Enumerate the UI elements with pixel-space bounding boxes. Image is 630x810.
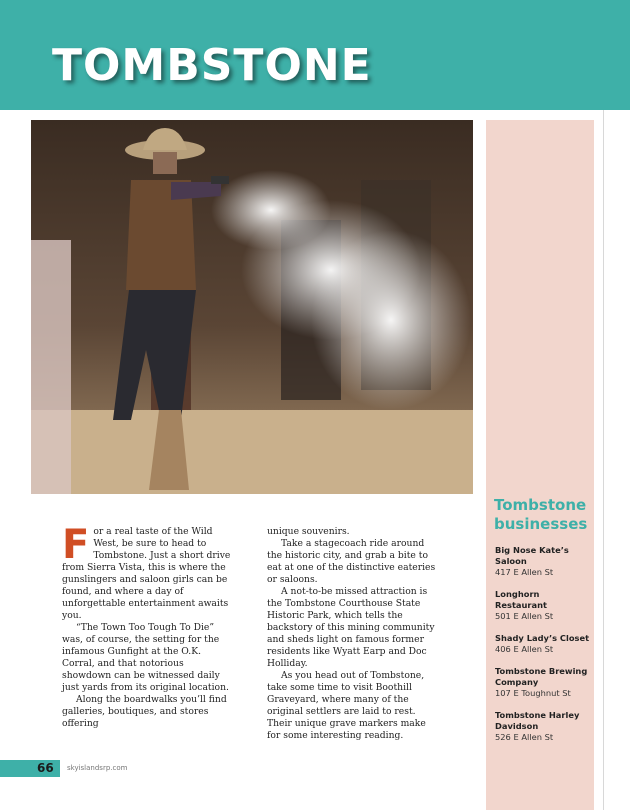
article-paragraph [62, 522, 232, 622]
business-list [495, 545, 591, 754]
business-name: Longhorn Restaurant [495, 589, 547, 610]
article-paragraph: Along the boardwalks you’ll find galleries, boutiques, and stores offering [62, 694, 227, 729]
article-paragraph: unique souvenirs. [267, 526, 350, 537]
business-name: Tombstone Harley Davidson [495, 710, 580, 731]
article-left-column [62, 522, 232, 730]
business-name: Big Nose Kate’s Saloon [495, 545, 569, 566]
article-paragraph: A not-to-be missed attraction is the Tombstone Courthouse State Historic Park, which tells the backstory of this mining community and sheds light on famous former residents like Wyatt Earp and Doc Holliday. [267, 586, 435, 669]
page-edge-divider [603, 110, 604, 810]
article-right-column [267, 526, 437, 742]
business-name: Shady Lady’s Closet [495, 633, 590, 643]
business-address: 406 E Allen St [495, 644, 554, 654]
article-paragraph: As you head out of Tombstone, take some time to visit Boothill Graveyard, where many of the original settlers are laid to rest. Their unique grave markers make for some interesting reading. [267, 670, 426, 741]
list-item [495, 589, 591, 622]
page-title: TOMBSTONE [52, 40, 372, 91]
business-address: 417 E Allen St [495, 567, 554, 577]
business-name: Tombstone Brewing Company [495, 666, 588, 687]
business-address: 501 E Allen St [495, 611, 554, 621]
footer-site-link[interactable]: skyislandsrp.com [67, 764, 128, 772]
drop-cap: F [62, 522, 90, 568]
list-item [495, 710, 591, 743]
gunfighter-reenactment-photo [31, 120, 473, 494]
sidebar-title: Tombstone businesses [494, 496, 588, 533]
list-item [495, 633, 591, 655]
list-item [495, 666, 591, 699]
article-paragraph: “The Town Too Tough To Die” was, of course, the setting for the infamous Gunfight at the O.K. Corral, and that notorious showdown can be witnessed daily just yards from its original location. [62, 622, 229, 693]
business-address: 107 E Toughnut St [495, 688, 571, 698]
page-number: 66 [37, 761, 54, 775]
article-paragraph: Take a stagecoach ride around the historic city, and grab a bite to eat at one of the distinctive eateries or saloons. [267, 538, 436, 585]
list-item [495, 545, 591, 578]
article-paragraph-text: or a real taste of the Wild West, be sure to head to Tombstone. Just a short drive from Sierra Vista, this is where the gunslingers and saloon girls can be found, and where a day of unforgettable entertainment awaits you. [62, 526, 231, 621]
business-address: 526 E Allen St [495, 732, 554, 742]
